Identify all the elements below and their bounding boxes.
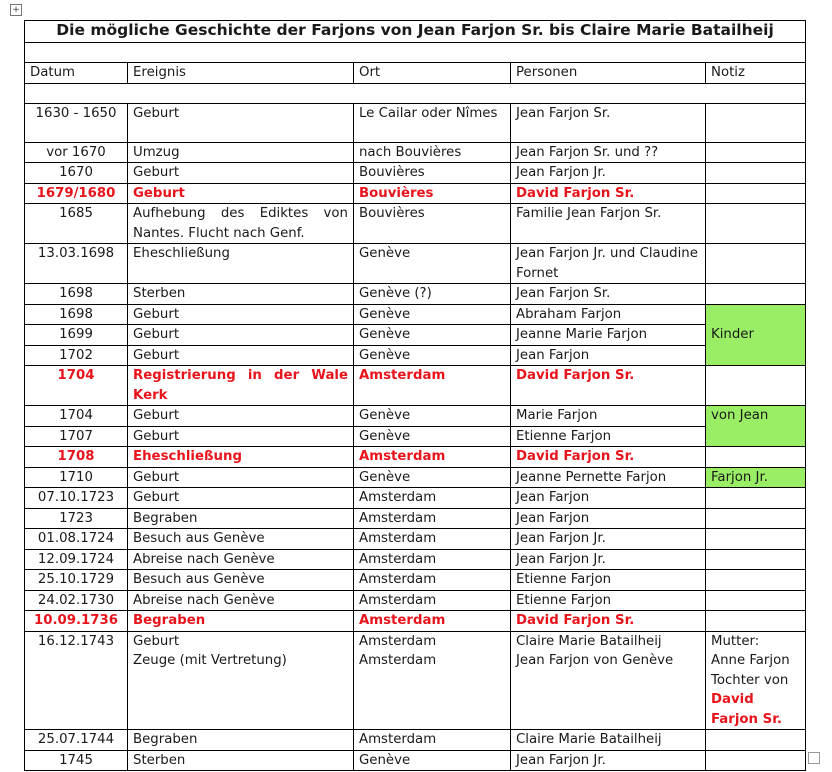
cell-date: 1702 bbox=[25, 345, 128, 366]
cell-event: Begraben bbox=[128, 508, 354, 529]
cell-place-line: Amsterdam bbox=[359, 653, 437, 668]
cell-place: Bouvières bbox=[354, 204, 511, 244]
cell-event: Geburt bbox=[128, 345, 354, 366]
cell-persons: David Farjon Sr. bbox=[511, 183, 706, 204]
cell-date: 16.12.1743 bbox=[25, 631, 128, 730]
spacer-row bbox=[25, 83, 806, 103]
header-note: Notiz bbox=[706, 63, 806, 84]
table-row bbox=[25, 325, 806, 346]
cell-event: Geburt bbox=[128, 325, 354, 346]
cell-persons: Jeanne Pernette Farjon bbox=[511, 467, 706, 488]
cell-note bbox=[706, 204, 806, 244]
cell-event: Geburt bbox=[128, 163, 354, 184]
note-father-first: David bbox=[711, 692, 754, 707]
note-children: Kinder bbox=[706, 304, 806, 366]
table-row-highlighted bbox=[25, 611, 806, 632]
cell-date: 13.03.1698 bbox=[25, 244, 128, 284]
cell-place: Amsterdam bbox=[354, 529, 511, 550]
table-row bbox=[25, 750, 806, 771]
cell-event: Geburt bbox=[128, 426, 354, 447]
cell-note bbox=[706, 508, 806, 529]
note-father-last: Farjon Sr. bbox=[711, 711, 782, 727]
cell-date: 1679/1680 bbox=[25, 183, 128, 204]
note-from-jean: von Jean bbox=[706, 406, 806, 447]
header-date: Datum bbox=[25, 63, 128, 84]
cell-event: Begraben bbox=[128, 730, 354, 751]
table-move-handle-icon[interactable]: + bbox=[10, 4, 22, 16]
cell-persons: Familie Jean Farjon Sr. bbox=[511, 204, 706, 244]
cell-note bbox=[706, 183, 806, 204]
cell-event: Geburt bbox=[128, 103, 354, 142]
cell-date: vor 1670 bbox=[25, 142, 128, 163]
cell-date: 1630 - 1650 bbox=[25, 103, 128, 142]
table-row bbox=[25, 570, 806, 591]
cell-event: Geburt bbox=[128, 183, 354, 204]
cell-note bbox=[706, 284, 806, 305]
spacer-row bbox=[25, 43, 806, 63]
header-place: Ort bbox=[354, 63, 511, 84]
table-row bbox=[25, 103, 806, 142]
cell-event: Begraben bbox=[128, 611, 354, 632]
cell-date: 1710 bbox=[25, 467, 128, 488]
cell-note bbox=[706, 244, 806, 284]
cell-event: Abreise nach Genève bbox=[128, 590, 354, 611]
note-mother-label: Mutter: bbox=[711, 633, 760, 649]
cell-date: 1699 bbox=[25, 325, 128, 346]
cell-event: Eheschließung bbox=[128, 244, 354, 284]
cell-note bbox=[706, 611, 806, 632]
cell-place: Amsterdam bbox=[354, 730, 511, 751]
cell-place: Genève bbox=[354, 750, 511, 771]
cell-persons: Abraham Farjon bbox=[511, 304, 706, 325]
table-row bbox=[25, 406, 806, 427]
cell-place: Genève bbox=[354, 304, 511, 325]
table-row bbox=[25, 142, 806, 163]
table-row bbox=[25, 304, 806, 325]
cell-event-line: Zeuge (mit Vertretung) bbox=[133, 653, 287, 668]
table-title: Die mögliche Geschichte der Farjons von Jean Farjon Sr. bis Claire Marie Batailheij bbox=[25, 21, 806, 43]
cell-persons-line: Claire Marie Batailheij bbox=[516, 633, 662, 649]
cell-date: 1704 bbox=[25, 366, 128, 406]
cell-event: Geburt bbox=[128, 304, 354, 325]
cell-event bbox=[128, 631, 354, 730]
cell-place: Amsterdam bbox=[354, 590, 511, 611]
cell-note bbox=[706, 529, 806, 550]
cell-event: Eheschließung bbox=[128, 447, 354, 468]
cell-date: 07.10.1723 bbox=[25, 488, 128, 509]
cell-place: Genève bbox=[354, 426, 511, 447]
header-persons: Personen bbox=[511, 63, 706, 84]
title-row bbox=[25, 21, 806, 43]
cell-persons: Etienne Farjon bbox=[511, 426, 706, 447]
cell-persons: David Farjon Sr. bbox=[511, 447, 706, 468]
table-row-highlighted bbox=[25, 183, 806, 204]
cell-note bbox=[706, 570, 806, 591]
cell-date: 1698 bbox=[25, 284, 128, 305]
cell-date: 10.09.1736 bbox=[25, 611, 128, 632]
cell-note bbox=[706, 549, 806, 570]
table-row-highlighted bbox=[25, 366, 806, 406]
cell-event-line: Geburt bbox=[133, 633, 180, 649]
cell-persons bbox=[511, 631, 706, 730]
note-farjon-jr: Farjon Jr. bbox=[706, 467, 806, 488]
table-row bbox=[25, 529, 806, 550]
cell-place bbox=[354, 631, 511, 730]
cell-place: Bouvières bbox=[354, 163, 511, 184]
table-row bbox=[25, 730, 806, 751]
cell-date: 25.10.1729 bbox=[25, 570, 128, 591]
cell-note bbox=[706, 447, 806, 468]
cell-event: Abreise nach Genève bbox=[128, 549, 354, 570]
history-table bbox=[24, 20, 806, 771]
table-row bbox=[25, 590, 806, 611]
cell-place: Genève bbox=[354, 467, 511, 488]
cell-event: Sterben bbox=[128, 750, 354, 771]
cell-note bbox=[706, 103, 806, 142]
cell-persons: David Farjon Sr. bbox=[511, 611, 706, 632]
cell-date: 1707 bbox=[25, 426, 128, 447]
cell-persons-line: Jean Farjon von Genève bbox=[516, 653, 674, 668]
cell-place: Amsterdam bbox=[354, 570, 511, 591]
cell-place: Amsterdam bbox=[354, 611, 511, 632]
cell-note bbox=[706, 750, 806, 771]
table-row bbox=[25, 284, 806, 305]
cell-note bbox=[706, 730, 806, 751]
table-resize-handle-icon[interactable] bbox=[808, 752, 820, 764]
cell-place-line: Amsterdam bbox=[359, 633, 437, 649]
table-row bbox=[25, 204, 806, 244]
cell-place: Le Cailar oder Nîmes bbox=[354, 103, 511, 142]
cell-persons: Etienne Farjon bbox=[511, 590, 706, 611]
cell-event: Geburt bbox=[128, 467, 354, 488]
table-row bbox=[25, 163, 806, 184]
cell-persons: Jean Farjon Sr. bbox=[511, 103, 706, 142]
cell-persons: Jean Farjon Jr. bbox=[511, 549, 706, 570]
cell-persons: Jeanne Marie Farjon bbox=[511, 325, 706, 346]
cell-note bbox=[706, 488, 806, 509]
cell-persons: Jean Farjon Jr. bbox=[511, 163, 706, 184]
cell-event: Besuch aus Genève bbox=[128, 529, 354, 550]
cell-event: Umzug bbox=[128, 142, 354, 163]
header-row bbox=[25, 63, 806, 84]
cell-note bbox=[706, 631, 806, 730]
cell-note bbox=[706, 366, 806, 406]
table-row bbox=[25, 508, 806, 529]
cell-event: Aufhebung des Ediktes von Nantes. Flucht nach Genf. bbox=[128, 204, 354, 244]
cell-date: 12.09.1724 bbox=[25, 549, 128, 570]
cell-date: 1670 bbox=[25, 163, 128, 184]
cell-persons: Jean Farjon bbox=[511, 488, 706, 509]
cell-date: 1685 bbox=[25, 204, 128, 244]
table-row bbox=[25, 244, 806, 284]
cell-place: Genève bbox=[354, 325, 511, 346]
cell-place: Genève (?) bbox=[354, 284, 511, 305]
cell-date: 24.02.1730 bbox=[25, 590, 128, 611]
cell-place: Genève bbox=[354, 244, 511, 284]
cell-event: Geburt bbox=[128, 488, 354, 509]
cell-persons: Jean Farjon Sr. und ?? bbox=[511, 142, 706, 163]
cell-persons: Claire Marie Batailheij bbox=[511, 730, 706, 751]
cell-place: Amsterdam bbox=[354, 366, 511, 406]
table-row bbox=[25, 426, 806, 447]
cell-note bbox=[706, 142, 806, 163]
cell-persons: Jean Farjon Jr. bbox=[511, 750, 706, 771]
cell-date: 1704 bbox=[25, 406, 128, 427]
cell-persons: Etienne Farjon bbox=[511, 570, 706, 591]
cell-event: Registrierung in der Wale Kerk bbox=[128, 366, 354, 406]
table-row bbox=[25, 467, 806, 488]
header-event: Ereignis bbox=[128, 63, 354, 84]
table-row bbox=[25, 488, 806, 509]
table-row bbox=[25, 549, 806, 570]
cell-date: 1698 bbox=[25, 304, 128, 325]
cell-date: 25.07.1744 bbox=[25, 730, 128, 751]
note-mother-name: Anne Farjon bbox=[711, 653, 790, 668]
cell-date: 1745 bbox=[25, 750, 128, 771]
cell-persons: Jean Farjon Jr. und Claudine Fornet bbox=[511, 244, 706, 284]
cell-date: 01.08.1724 bbox=[25, 529, 128, 550]
cell-event: Besuch aus Genève bbox=[128, 570, 354, 591]
cell-place: nach Bouvières bbox=[354, 142, 511, 163]
cell-date: 1708 bbox=[25, 447, 128, 468]
cell-date: 1723 bbox=[25, 508, 128, 529]
cell-place: Genève bbox=[354, 345, 511, 366]
cell-place: Amsterdam bbox=[354, 508, 511, 529]
cell-event: Sterben bbox=[128, 284, 354, 305]
cell-persons: Jean Farjon Sr. bbox=[511, 284, 706, 305]
cell-note bbox=[706, 590, 806, 611]
cell-event: Geburt bbox=[128, 406, 354, 427]
table-row-highlighted bbox=[25, 447, 806, 468]
cell-persons: Jean Farjon Jr. bbox=[511, 529, 706, 550]
cell-persons: Jean Farjon bbox=[511, 345, 706, 366]
cell-place: Bouvières bbox=[354, 183, 511, 204]
cell-place: Amsterdam bbox=[354, 488, 511, 509]
cell-place: Amsterdam bbox=[354, 447, 511, 468]
table-row bbox=[25, 631, 806, 730]
table-row bbox=[25, 345, 806, 366]
cell-place: Genève bbox=[354, 406, 511, 427]
cell-persons: David Farjon Sr. bbox=[511, 366, 706, 406]
cell-persons: Jean Farjon bbox=[511, 508, 706, 529]
note-daughter-of: Tochter von bbox=[711, 672, 789, 688]
cell-persons: Marie Farjon bbox=[511, 406, 706, 427]
cell-place: Amsterdam bbox=[354, 549, 511, 570]
cell-note bbox=[706, 163, 806, 184]
